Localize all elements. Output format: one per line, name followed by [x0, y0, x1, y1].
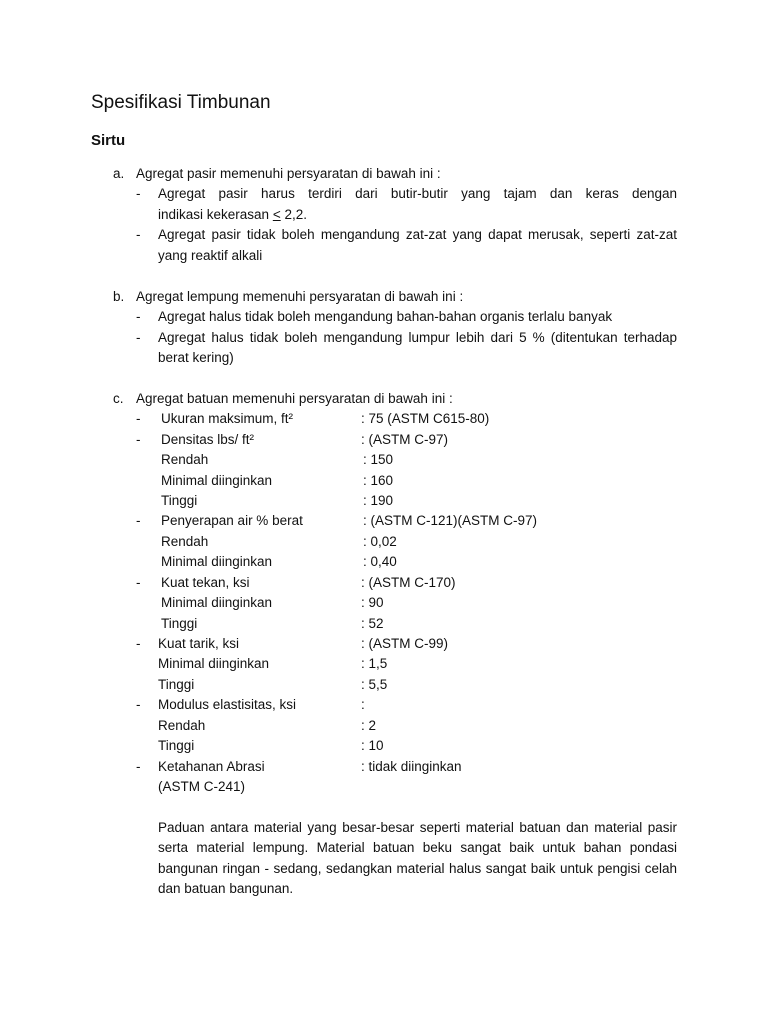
bullet-dash: -: [136, 575, 141, 590]
bullet-dash: -: [136, 186, 141, 201]
bullet-dash: -: [136, 432, 141, 447]
spec-label: Kuat tekan, ksi: [161, 575, 250, 590]
section-a-heading: Agregat pasir memenuhi persyaratan di bawah ini :: [136, 166, 441, 181]
bullet-dash: -: [136, 330, 141, 345]
spec-label: Tinggi: [161, 493, 198, 508]
paragraph-line: bangunan ringan - sedang, sedangkan material halus sangat baik untuk pengisi celah: [158, 861, 677, 876]
spec-value: : 190: [363, 493, 394, 508]
bullet-dash: -: [136, 309, 141, 324]
spec-label: Densitas lbs/ ft²: [161, 432, 255, 447]
section-a-item2-line1: Agregat pasir tidak boleh mengandung zat-zat yang dapat merusak, seperti zat-zat: [158, 227, 677, 242]
spec-label: (ASTM C-241): [158, 779, 246, 794]
bullet-dash: -: [136, 759, 141, 774]
paragraph-line: Paduan antara material yang besar-besar seperti material batuan dan material pasir: [158, 820, 677, 835]
spec-value: : (ASTM C-97): [361, 432, 449, 447]
spec-label: Kuat tarik, ksi: [158, 636, 240, 651]
bullet-dash: -: [136, 411, 141, 426]
spec-value: : (ASTM C-170): [361, 575, 456, 590]
spec-label: Ketahanan Abrasi: [158, 759, 265, 774]
spec-label: Modulus elastisitas, ksi: [158, 697, 297, 712]
section-a-item1-line2: [158, 205, 307, 225]
spec-value: : 2: [361, 718, 377, 733]
section-b-marker: b.: [113, 289, 125, 304]
spec-label: Rendah: [161, 534, 209, 549]
bullet-dash: -: [136, 227, 141, 242]
less-equal-symbol: <: [272, 207, 281, 222]
spec-label: Rendah: [161, 452, 209, 467]
spec-value: : 150: [363, 452, 394, 467]
section-b-heading: Agregat lempung memenuhi persyaratan di bawah ini :: [136, 289, 464, 304]
section-a-item1-line1: Agregat pasir harus terdiri dari butir-butir yang tajam dan keras dengan: [158, 186, 677, 201]
spec-value: : 10: [361, 738, 384, 753]
spec-label: Tinggi: [161, 616, 198, 631]
section-a-item2-line2: yang reaktif alkali: [158, 248, 263, 263]
spec-value: : (ASTM C-99): [361, 636, 449, 651]
section-b-item2-line2: berat kering): [158, 350, 234, 365]
paragraph-line: dan batuan bangunan.: [158, 881, 294, 896]
bullet-dash: -: [136, 697, 141, 712]
spec-value: : 0,40: [363, 554, 397, 569]
spec-label: Minimal diinginkan: [161, 595, 273, 610]
spec-value: : (ASTM C-121)(ASTM C-97): [363, 513, 538, 528]
page-title: Spesifikasi Timbunan: [91, 92, 271, 113]
bullet-dash: -: [136, 636, 141, 651]
spec-value: : 160: [363, 473, 394, 488]
spec-label: Tinggi: [158, 677, 195, 692]
section-subtitle: Sirtu: [91, 132, 126, 149]
spec-value: : 52: [361, 616, 384, 631]
spec-label: Penyerapan air % berat: [161, 513, 303, 528]
spec-value: : 0,02: [363, 534, 397, 549]
hardness-value: 2,2.: [280, 207, 307, 222]
spec-label: Minimal diinginkan: [161, 554, 273, 569]
paragraph-line: serta material lempung. Material batuan beku sangat baik untuk bahan pondasi: [158, 840, 677, 855]
hardness-label: indikasi kekerasan: [158, 207, 273, 222]
section-a-marker: a.: [113, 166, 125, 181]
spec-label: Tinggi: [158, 738, 195, 753]
spec-label: Minimal diinginkan: [158, 656, 270, 671]
spec-value: : 90: [361, 595, 384, 610]
spec-label: Rendah: [158, 718, 206, 733]
section-b-item1: Agregat halus tidak boleh mengandung bahan-bahan organis terlalu banyak: [158, 309, 613, 324]
bullet-dash: -: [136, 513, 141, 528]
spec-value: :: [361, 697, 365, 712]
section-b-item2-line1: Agregat halus tidak boleh mengandung lumpur lebih dari 5 % (ditentukan terhadap: [158, 330, 677, 345]
spec-value: : 1,5: [361, 656, 388, 671]
section-c-heading: Agregat batuan memenuhi persyaratan di bawah ini :: [136, 391, 453, 406]
spec-value: : 75 (ASTM C615-80): [361, 411, 490, 426]
section-c-marker: c.: [113, 391, 124, 406]
spec-label: Minimal diinginkan: [161, 473, 273, 488]
spec-value: : 5,5: [361, 677, 388, 692]
spec-label: Ukuran maksimum, ft²: [161, 411, 294, 426]
spec-value: : tidak diinginkan: [361, 759, 462, 774]
